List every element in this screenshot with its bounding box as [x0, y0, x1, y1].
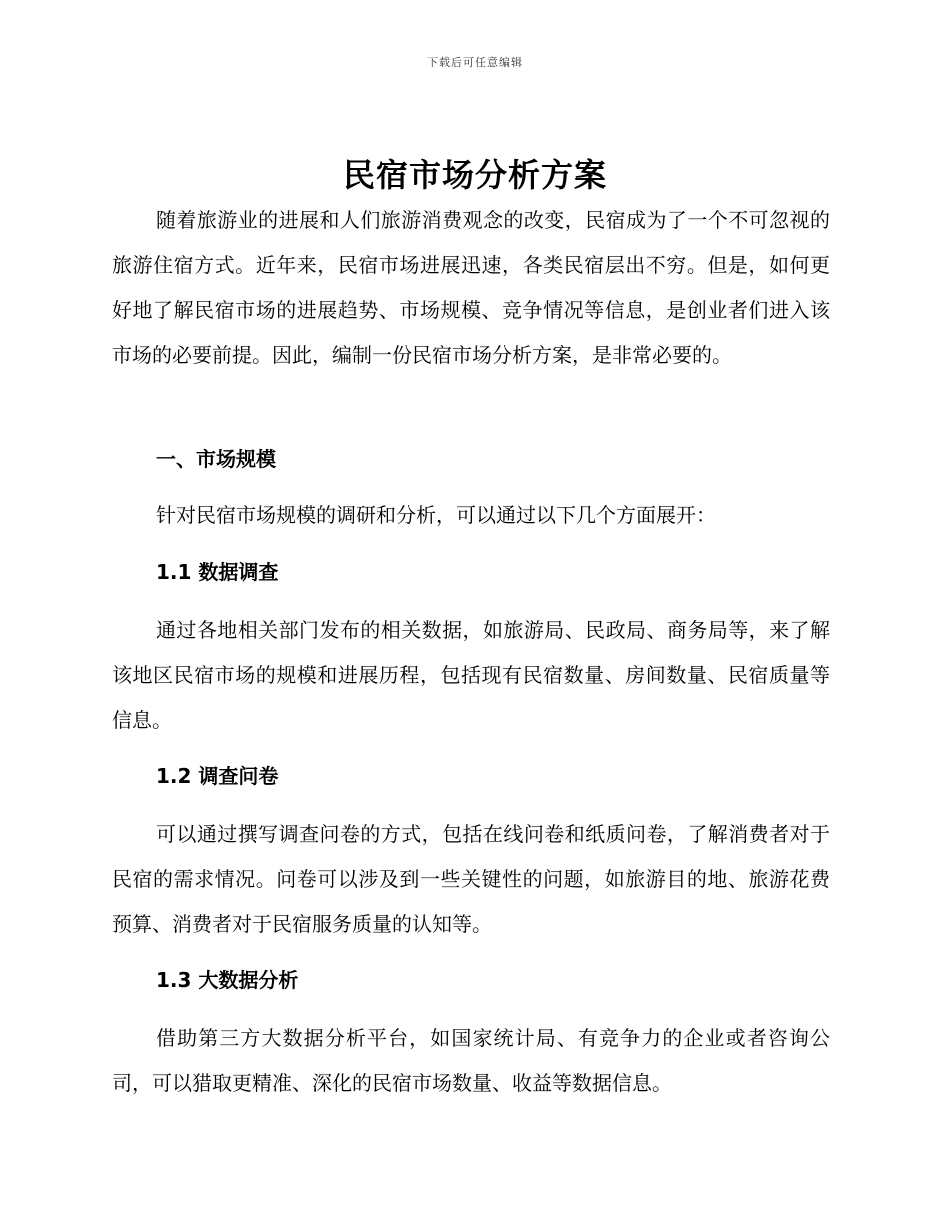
subsection-heading-big-data: 1.3 大数据分析 — [156, 968, 299, 992]
subsection-heading-data-survey: 1.1 数据调查 — [156, 560, 279, 584]
subsection-heading-questionnaire: 1.2 调查问卷 — [156, 764, 279, 788]
subsection-paragraph-big-data: 借助第三方大数据分析平台，如国家统计局、有竞争力的企业或者咨询公司，可以猎取更精准、深化的民宿市场数量、收益等数据信息。 — [112, 1026, 830, 1095]
subsection-paragraph-data-survey: 通过各地相关部门发布的相关数据，如旅游局、民政局、商务局等，来了解该地区民宿市场的规模和进展历程，包括现有民宿数量、房间数量、民宿质量等信息。 — [112, 618, 830, 732]
header-note: 下载后可任意编辑 — [427, 56, 523, 69]
intro-paragraph: 随着旅游业的进展和人们旅游消费观念的改变，民宿成为了一个不可忽视的旅游住宿方式。近年来，民宿市场进展迅速，各类民宿层出不穷。但是，如何更好地了解民宿市场的进展趋势、市场规模、竞争情况等信息，是创业者们进入该市场的必要前提。因此，编制一份民宿市场分析方案，是非常必要的。 — [112, 208, 830, 367]
section-heading-market-size: 一、市场规模 — [156, 447, 276, 471]
document-title: 民宿市场分析方案 — [342, 156, 607, 194]
section-lead-paragraph: 针对民宿市场规模的调研和分析，可以通过以下几个方面展开： — [156, 503, 716, 527]
subsection-paragraph-questionnaire: 可以通过撰写调查问卷的方式，包括在线问卷和纸质问卷，了解消费者对于民宿的需求情况。问卷可以涉及到一些关键性的问题，如旅游目的地、旅游花费预算、消费者对于民宿服务质量的认知等。 — [112, 822, 830, 936]
